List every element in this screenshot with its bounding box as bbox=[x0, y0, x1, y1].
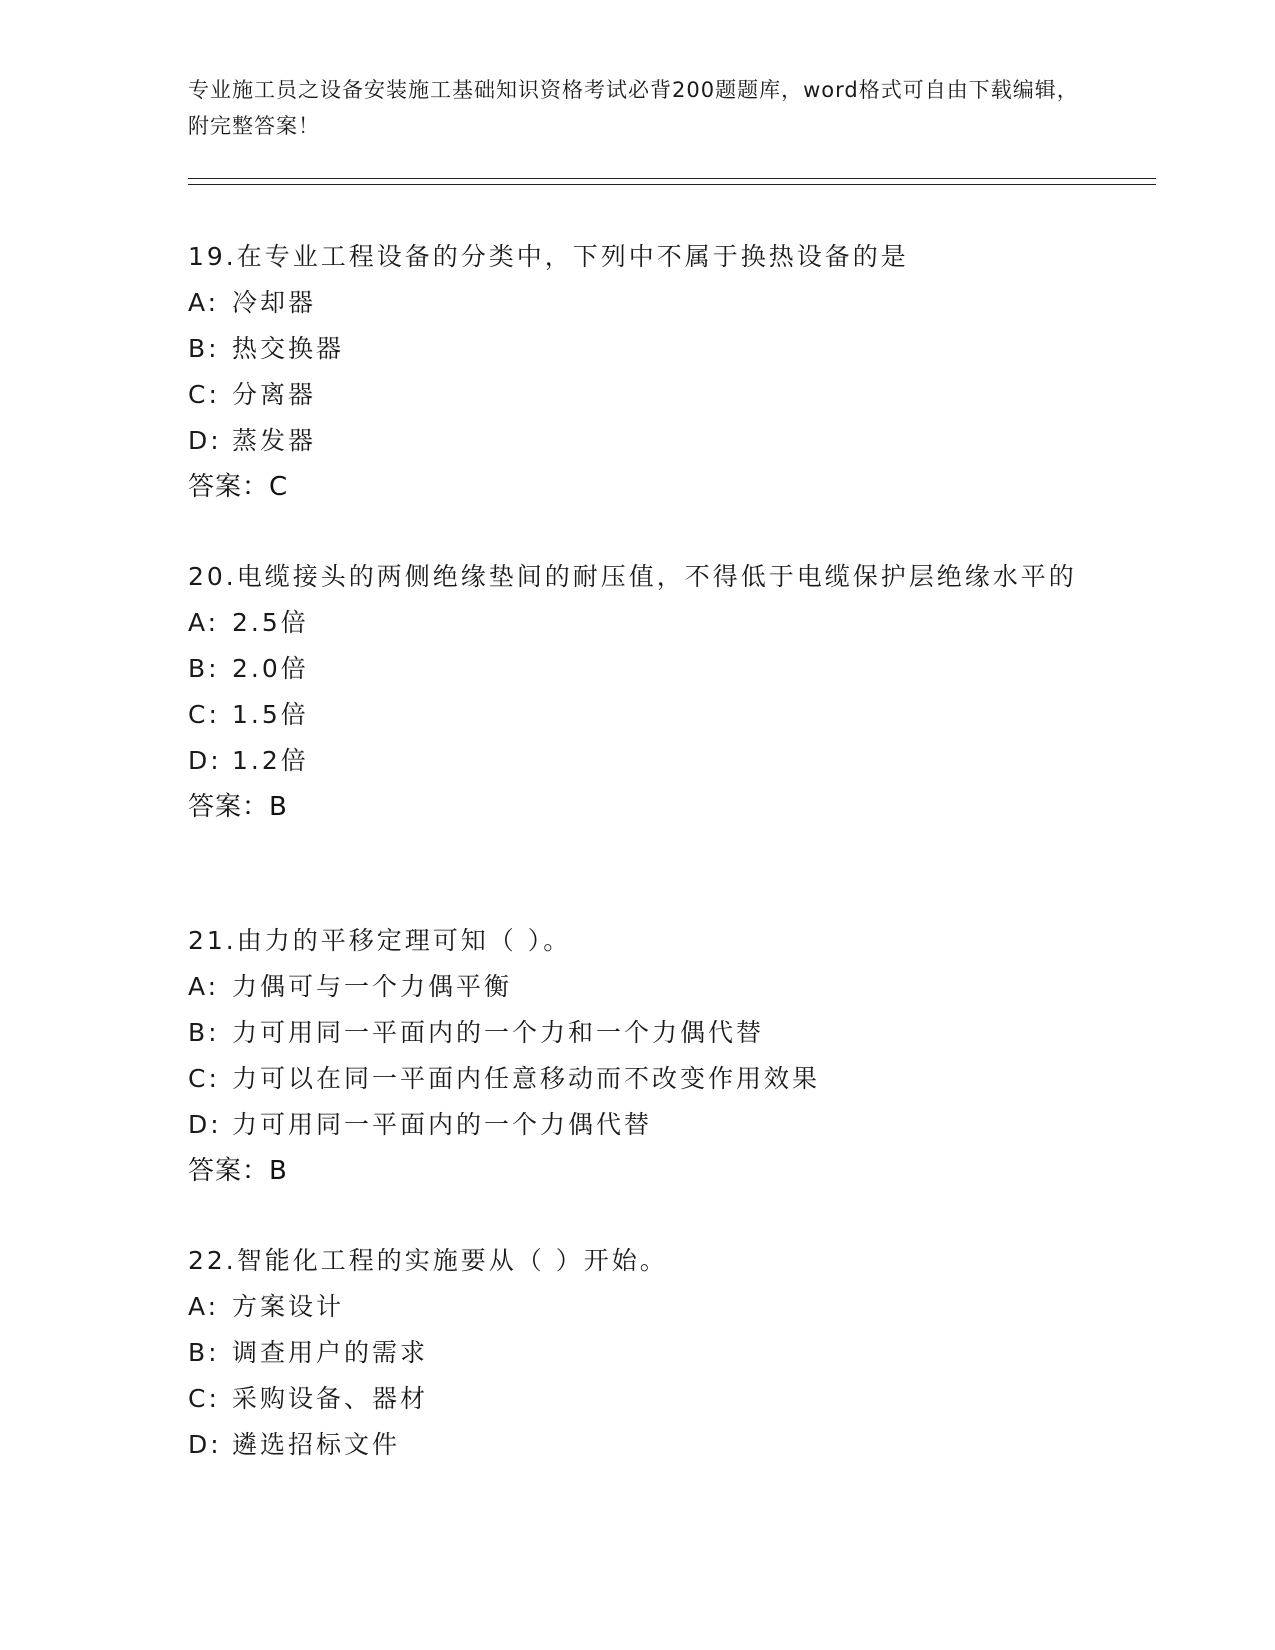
question-stem: 19.在专业工程设备的分类中，下列中不属于换热设备的是 bbox=[188, 242, 909, 271]
question-stem: 22.智能化工程的实施要从（ ）开始。 bbox=[188, 1246, 668, 1275]
option-letter: B: bbox=[188, 334, 220, 363]
answer-line: 答案：B bbox=[188, 1156, 288, 1186]
option-text: 热交换器 bbox=[232, 334, 345, 363]
document-header: 专业施工员之设备安装施工基础知识资格考试必背200题题库，word格式可自由下载编辑，附完整答案！ bbox=[188, 78, 1079, 138]
option-letter: A: bbox=[188, 972, 220, 1001]
question-20 bbox=[188, 554, 1088, 830]
option-d bbox=[188, 418, 1088, 464]
option-letter: A: bbox=[188, 288, 220, 317]
option-letter: C: bbox=[188, 700, 220, 729]
option-text: 1.2倍 bbox=[232, 746, 309, 775]
option-letter: B: bbox=[188, 1018, 220, 1047]
question-21 bbox=[188, 918, 1088, 1194]
option-letter: A: bbox=[188, 1292, 220, 1321]
option-b bbox=[188, 326, 1088, 372]
option-letter: D: bbox=[188, 1430, 222, 1459]
option-text: 2.5倍 bbox=[232, 608, 309, 637]
option-text: 遴选招标文件 bbox=[232, 1430, 401, 1459]
option-text: 冷却器 bbox=[232, 288, 317, 317]
option-letter: B: bbox=[188, 1338, 220, 1367]
option-c bbox=[188, 692, 1088, 738]
header-divider bbox=[188, 178, 1156, 179]
option-text: 1.5倍 bbox=[232, 700, 309, 729]
option-a bbox=[188, 280, 1088, 326]
option-letter: A: bbox=[188, 608, 220, 637]
option-c bbox=[188, 1376, 1088, 1422]
option-b bbox=[188, 1330, 1088, 1376]
option-text: 力可用同一平面内的一个力和一个力偶代替 bbox=[232, 1018, 765, 1047]
header-divider-second bbox=[188, 184, 1156, 185]
option-letter: D: bbox=[188, 1110, 222, 1139]
option-letter: D: bbox=[188, 746, 222, 775]
option-text: 力可以在同一平面内任意移动而不改变作用效果 bbox=[232, 1064, 821, 1093]
option-text: 方案设计 bbox=[232, 1292, 345, 1321]
option-text: 分离器 bbox=[232, 380, 317, 409]
option-letter: B: bbox=[188, 654, 220, 683]
option-a bbox=[188, 1284, 1088, 1330]
option-letter: C: bbox=[188, 380, 220, 409]
option-b bbox=[188, 646, 1088, 692]
option-a bbox=[188, 964, 1088, 1010]
option-b bbox=[188, 1010, 1088, 1056]
option-d bbox=[188, 1102, 1088, 1148]
option-text: 力可用同一平面内的一个力偶代替 bbox=[232, 1110, 653, 1139]
option-text: 力偶可与一个力偶平衡 bbox=[232, 972, 513, 1001]
option-c bbox=[188, 1056, 1088, 1102]
option-letter: C: bbox=[188, 1384, 220, 1413]
question-stem: 21.由力的平移定理可知（ ）。 bbox=[188, 926, 572, 955]
question-19 bbox=[188, 234, 1088, 510]
answer-line: 答案：B bbox=[188, 792, 288, 822]
answer-line: 答案：C bbox=[188, 472, 289, 502]
question-22 bbox=[188, 1238, 1088, 1468]
option-text: 调查用户的需求 bbox=[232, 1338, 429, 1367]
option-d bbox=[188, 1422, 1088, 1468]
option-letter: C: bbox=[188, 1064, 220, 1093]
option-d bbox=[188, 738, 1088, 784]
option-letter: D: bbox=[188, 426, 222, 455]
option-text: 采购设备、器材 bbox=[232, 1384, 429, 1413]
question-stem: 20.电缆接头的两侧绝缘垫间的耐压值，不得低于电缆保护层绝缘水平的 bbox=[188, 562, 1077, 591]
option-text: 蒸发器 bbox=[232, 426, 317, 455]
option-text: 2.0倍 bbox=[232, 654, 309, 683]
option-a bbox=[188, 600, 1088, 646]
option-c bbox=[188, 372, 1088, 418]
